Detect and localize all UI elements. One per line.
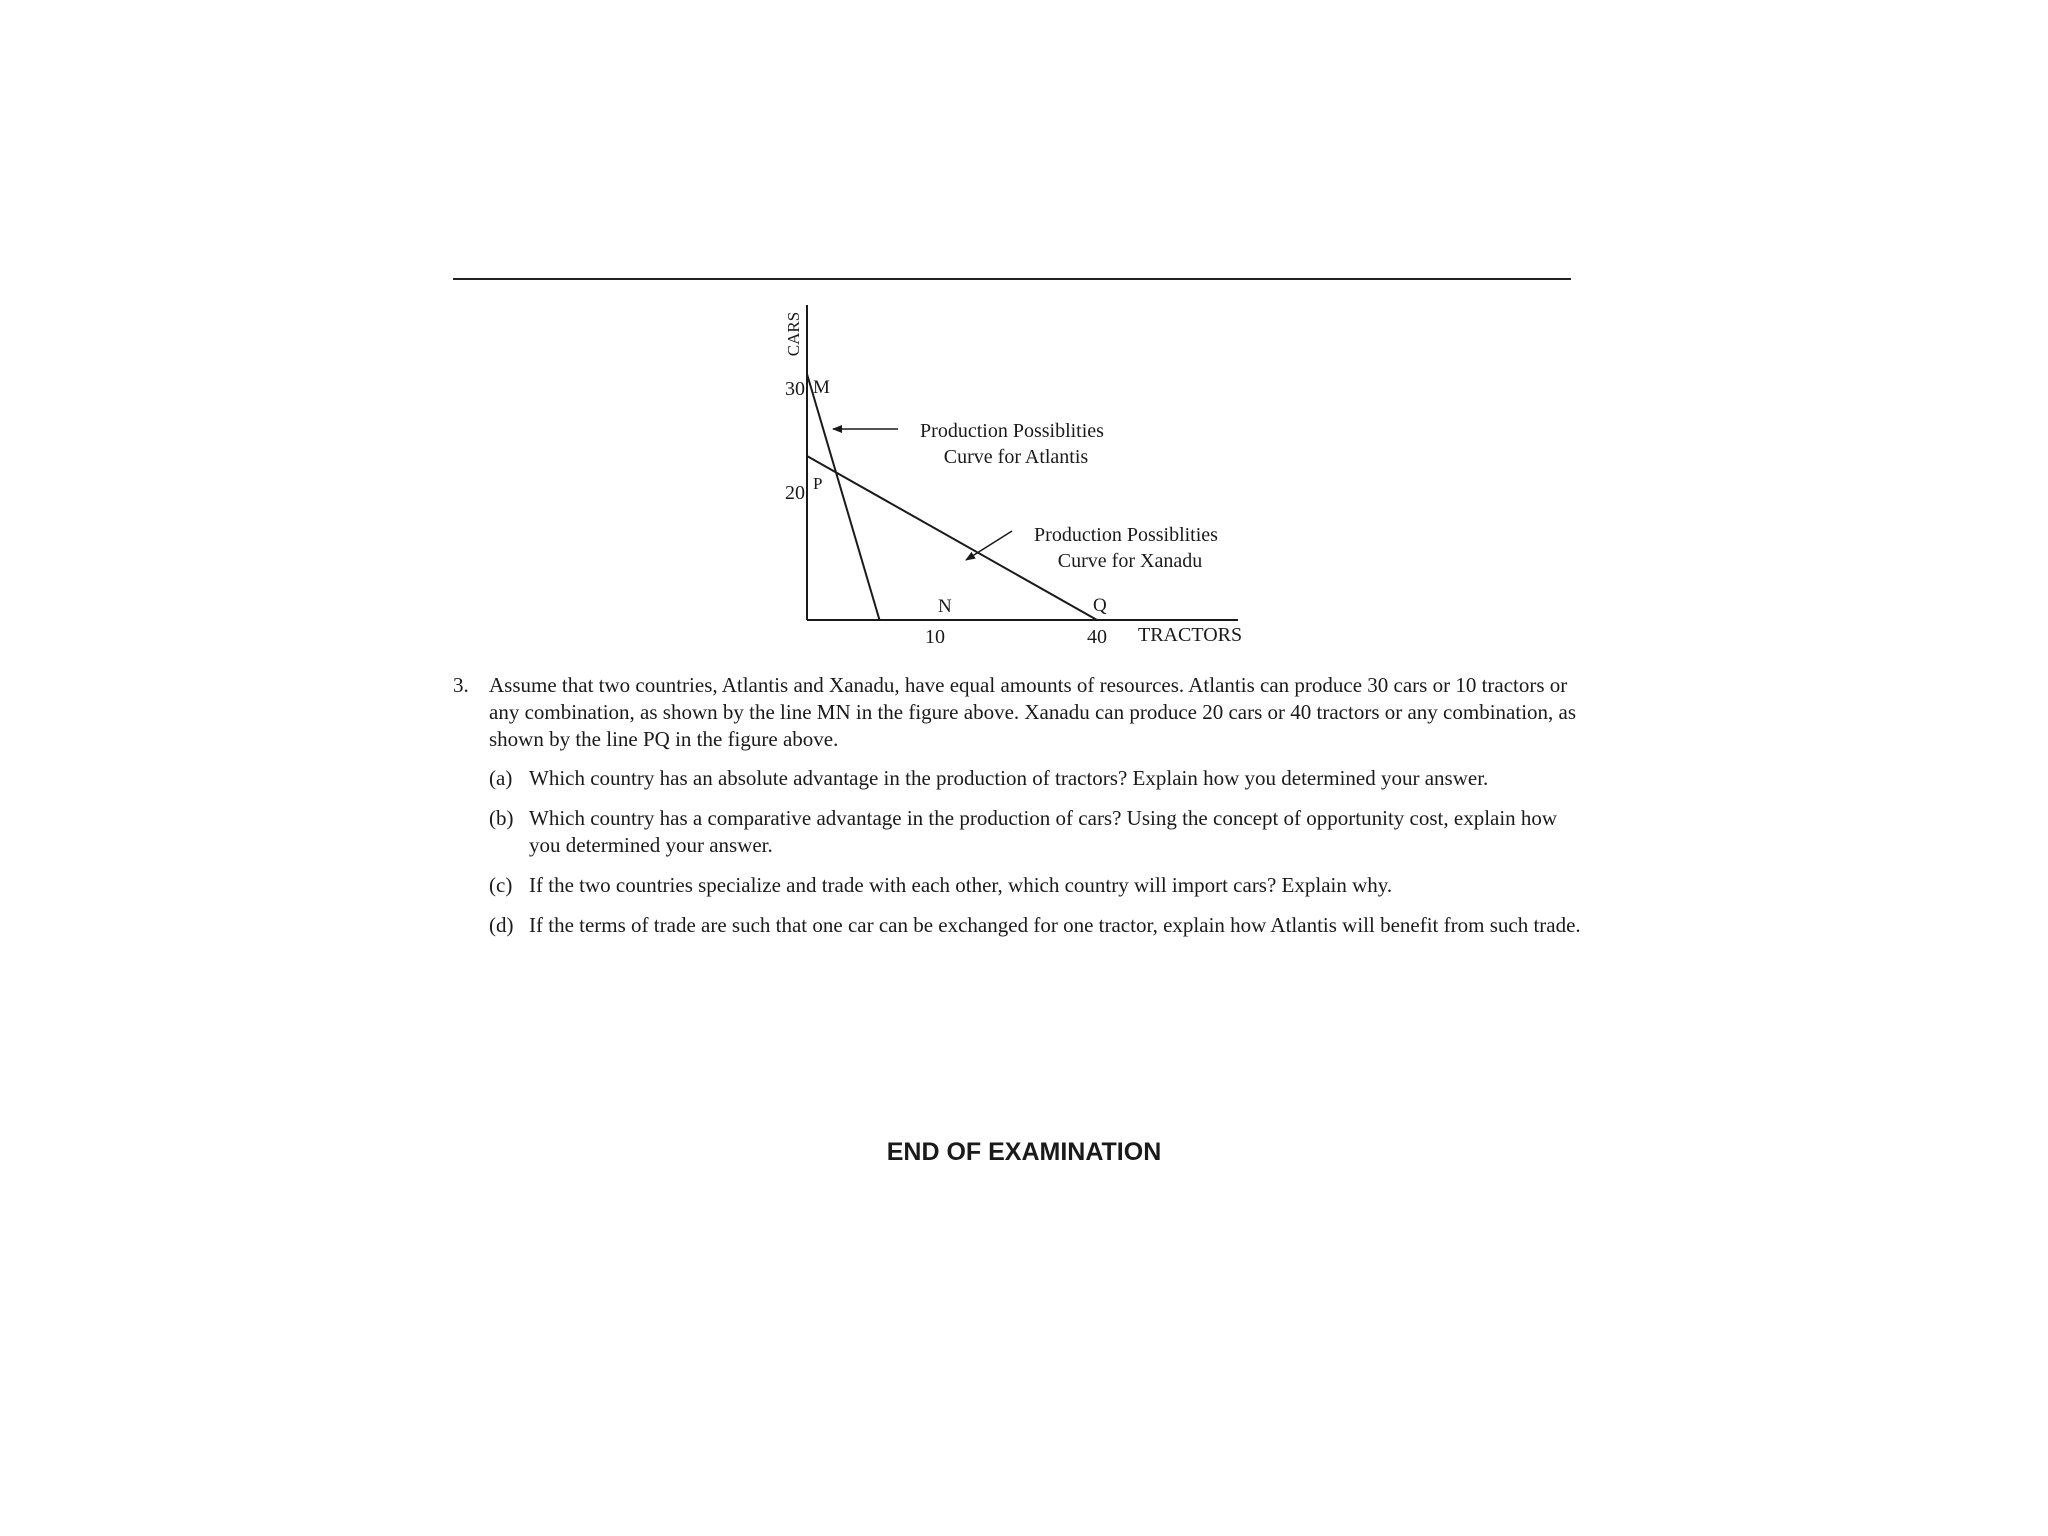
annotation-xanadu-line2: Curve for Xanadu xyxy=(1057,550,1203,572)
point-label-m: M xyxy=(813,377,830,398)
part-label: (d) xyxy=(489,913,514,937)
point-label-n: N xyxy=(938,596,952,617)
question-part-d xyxy=(489,912,1583,939)
part-text: Which country has a comparative advantage in the production of cars? Using the concept of opportunity cost, explain how you determined your answer. xyxy=(529,806,1558,857)
question-text: Assume that two countries, Atlantis and Xanadu, have equal amounts of resources. Atlantis can produce 30 cars or 10 tractors or any combination, as shown by the line MN in the figure above. Xanadu can produce 20 cars or 40 tractors or any combination, as shown by the line PQ in the figure above. xyxy=(489,673,1577,751)
x-tick-40: 40 xyxy=(1087,626,1107,648)
annotation-atlantis-line1: Production Possiblities xyxy=(920,420,1104,442)
part-text: Which country has an absolute advantage in the production of tractors? Explain how you determined your answer. xyxy=(529,766,1489,790)
annotation-arrow-xanadu xyxy=(966,531,1012,560)
y-tick-30: 30 xyxy=(785,378,805,400)
question-stem xyxy=(453,672,1583,753)
y-axis-label: CARS xyxy=(784,311,803,357)
question-number: 3. xyxy=(453,673,469,697)
y-tick-20: 20 xyxy=(785,482,805,504)
question-3 xyxy=(453,672,1583,952)
question-parts xyxy=(453,765,1583,939)
series-line-atlantis xyxy=(807,374,880,620)
part-label: (b) xyxy=(489,806,514,830)
part-text: If the two countries specialize and trade with each other, which country will import cars? Explain why. xyxy=(529,873,1393,897)
annotation-atlantis-line2: Curve for Atlantis xyxy=(943,446,1089,468)
question-part-c xyxy=(489,872,1583,899)
question-part-a xyxy=(489,765,1583,792)
end-of-examination: END OF EXAMINATION xyxy=(886,1138,1162,1166)
question-part-b xyxy=(489,805,1583,859)
part-label: (c) xyxy=(489,873,513,897)
part-label: (a) xyxy=(489,766,513,790)
point-label-p: P xyxy=(813,474,823,493)
x-tick-10: 10 xyxy=(925,626,945,648)
annotation-xanadu-line1: Production Possiblities xyxy=(1034,524,1218,546)
point-label-q: Q xyxy=(1093,595,1107,616)
x-axis-label: TRACTORS xyxy=(1138,624,1243,646)
part-text: If the terms of trade are such that one car can be exchanged for one tractor, explain how Atlantis will benefit from such trade. xyxy=(529,913,1581,937)
